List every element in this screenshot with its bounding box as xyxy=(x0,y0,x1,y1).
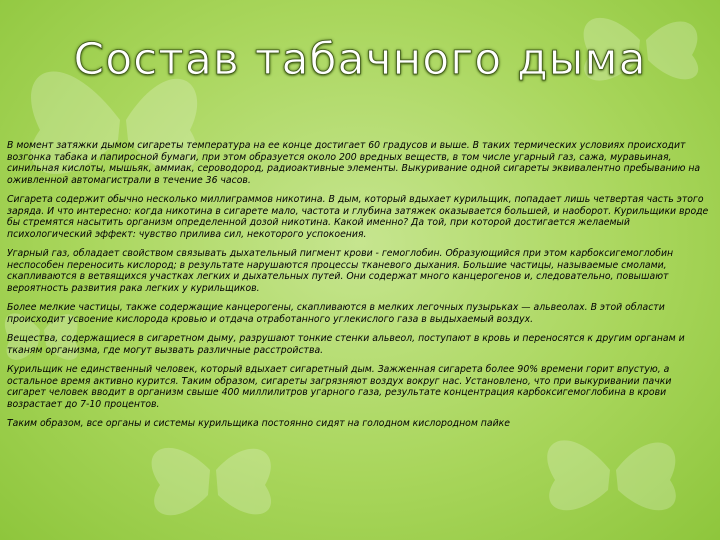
butterfly-shape xyxy=(547,440,610,510)
butterfly-shape xyxy=(616,442,676,510)
slide-body-text xyxy=(7,140,711,438)
paragraph-carbon-monoxide: Угарный газ, обладает свойством связывать дыхательный пигмент крови - гемоглобин. Образующийся при этом карбоксигемоглобин неспособен переносить кислород; в результате нарушаются процессы тканевого дыхания. Большие частицы, называемые смолами, скапливаются в ветвящихся участках легких и дыхательных путей. Они содержат много канцерогенов и, следовательно, повышают вероятность развития рака легких у курильщиков. xyxy=(7,248,674,294)
paragraph-fine-particles: Более мелкие частицы, также содержащие канцерогены, скапливаются в мелких легочных пузырьках — альвеолах. В этой области происходит усвоение кислорода кровью и отдача отработанного углекислого газа в выдыхаемый воздух. xyxy=(7,302,665,325)
paragraph-nicotine: Сигарета содержит обычно несколько миллиграммов никотина. В дым, который вдыхает курильщик, попадает лишь четвертая часть этого заряда. И что интересно: когда никотина в сигарете мало, частота и глубина затяжек оказывается большей, и наоборот. Курильщики вроде бы стремятся насытить организм определенной дозой никотина. Какой именно? Да той, при которой достигается желаемый психологический эффект: чувство прилива сил, некоторого успокоения. xyxy=(7,194,709,240)
paragraph-alveoli-damage: Вещества, содержащиеся в сигаретном дыму, разрушают тонкие стенки альвеол, поступают в кровь и переносятся к другим органам и тканям организма, где могут вызвать различные расстройства. xyxy=(7,333,685,356)
butterfly-shape xyxy=(216,449,271,515)
paragraph-passive-smoking: Курильщик не единственный человек, который вдыхает сигаретный дым. Зажженная сигарета более 90% времени горит впустую, а остальное время активно курится. Таким образом, сигареты загрязняют воздух вокруг нас. Установлено, что при выкуривании пачки сигарет человек вводит в организм свыше 400 миллилитров угарного газа, результате концентрация карбоксигемоглобина в крови возрастает до 7-10 процентов. xyxy=(7,364,672,410)
paragraph-conclusion: Таким образом, все органы и системы курильщика постоянно сидят на голодном кислородном пайке xyxy=(7,418,510,429)
paragraph-smoke-temperature: В момент затяжки дымом сигареты температура на ее конце достигает 60 градусов и выше. В таких термических условиях происходит возгонка табака и папиросной бумаги, при этом образуется около 200 вредных веществ, в том числе угарный газ, сажа, муравьиная, синильная кислоты, мышьяк, аммиак, сероводород, радиоактивные элементы. Выкуривание одной сигареты эквивалентно пребыванию на оживленной автомагистрали в течение 36 часов. xyxy=(7,140,701,186)
slide-title: Состав табачного дыма xyxy=(73,34,647,85)
butterfly-shape xyxy=(152,448,210,515)
